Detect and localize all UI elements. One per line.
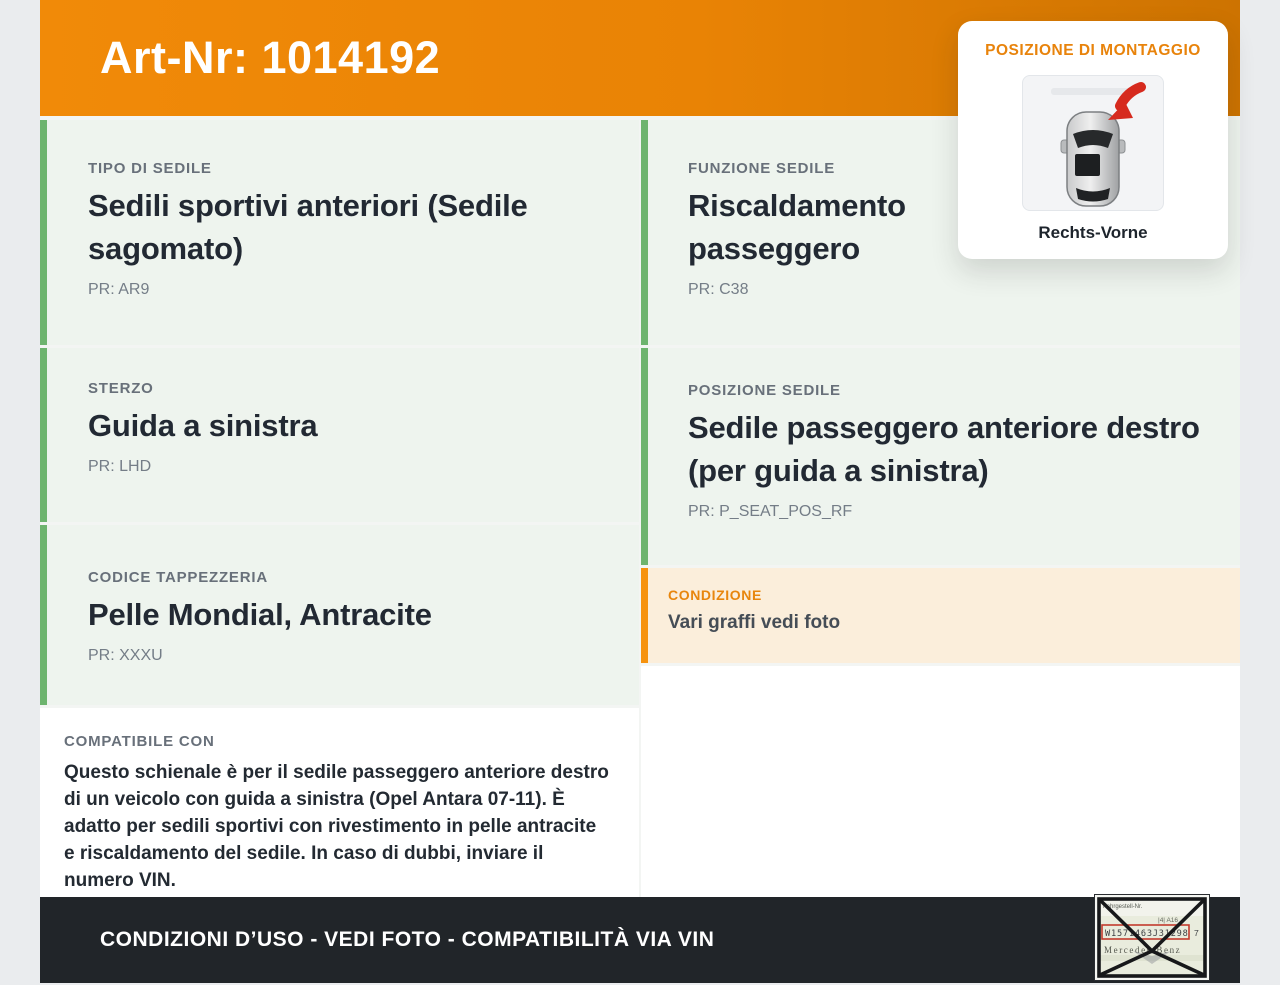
vin-suffix: 7 xyxy=(1194,928,1199,938)
condition-value: Vari graffi vedi foto xyxy=(668,612,841,633)
vin-label-header: Fahrgestell-Nr. xyxy=(1103,904,1143,910)
seat-position-pr-code: PR: P_SEAT_POS_RF xyxy=(688,502,853,520)
upholstery-value: Pelle Mondial, Antracite xyxy=(88,597,432,632)
vin-number: W1571463J31298 xyxy=(1105,929,1189,939)
footer-bar xyxy=(40,897,1240,983)
compatibility-label: COMPATIBILE CON xyxy=(64,733,215,750)
seat-function-value: Riscaldamento passeggero xyxy=(688,188,906,266)
compatibility-text: Questo schienale è per il sedile passeggero anteriore destro di un veicolo con guida a sinistra (Opel Antara 07-11). È adatto per sedili sportivi con rivestimento in pelle antracite e riscaldamento del sedile. In caso di dubbi, inviare il numero VIN. xyxy=(64,762,609,891)
seat-type-pr-code: PR: AR9 xyxy=(88,280,150,298)
mounting-position-title: POSIZIONE DI MONTAGGIO xyxy=(985,42,1201,59)
car-top-view-image xyxy=(1022,75,1164,211)
article-number: Art-Nr: 1014192 xyxy=(100,32,441,83)
card-seat-type xyxy=(40,120,639,345)
steering-pr-code: PR: LHD xyxy=(88,457,152,475)
mounting-position-card xyxy=(958,21,1228,259)
empty-panel xyxy=(641,666,1240,900)
mounting-position-caption: Rechts-Vorne xyxy=(1038,223,1148,242)
card-steering xyxy=(40,348,639,522)
seat-position-label: POSIZIONE SEDILE xyxy=(688,382,841,399)
footer-conditions-text: CONDIZIONI D’USO - VEDI FOTO - COMPATIBILITÀ VIA VIN xyxy=(100,928,715,951)
vin-label-small-text: |4| A16 xyxy=(1158,917,1179,924)
steering-value: Guida a sinistra xyxy=(88,408,318,443)
vin-envelope-icon xyxy=(1095,895,1209,980)
upholstery-pr-code: PR: XXXU xyxy=(88,646,163,664)
car-top-view-icon xyxy=(1023,76,1163,210)
card-compatibility xyxy=(40,708,639,897)
condition-label: CONDIZIONE xyxy=(668,587,762,603)
card-condition xyxy=(641,568,1240,663)
spec-column-left xyxy=(40,120,639,900)
seat-position-value: Sedile passeggero anteriore destro (per guida a sinistra) xyxy=(688,410,1200,488)
vin-brand-text: Mercedes-Benz xyxy=(1104,945,1182,955)
seat-function-pr-code: PR: C38 xyxy=(688,280,749,298)
seat-type-label: TIPO DI SEDILE xyxy=(88,160,212,177)
steering-label: STERZO xyxy=(88,380,154,397)
vin-label-envelope-image xyxy=(1095,895,1209,980)
card-upholstery-code xyxy=(40,525,639,705)
card-seat-position xyxy=(641,348,1240,565)
seat-type-value: Sedili sportivi anteriori (Sedile sagomato) xyxy=(88,188,528,266)
upholstery-label: CODICE TAPPEZZERIA xyxy=(88,569,268,586)
seat-function-label: FUNZIONE SEDILE xyxy=(688,160,836,177)
